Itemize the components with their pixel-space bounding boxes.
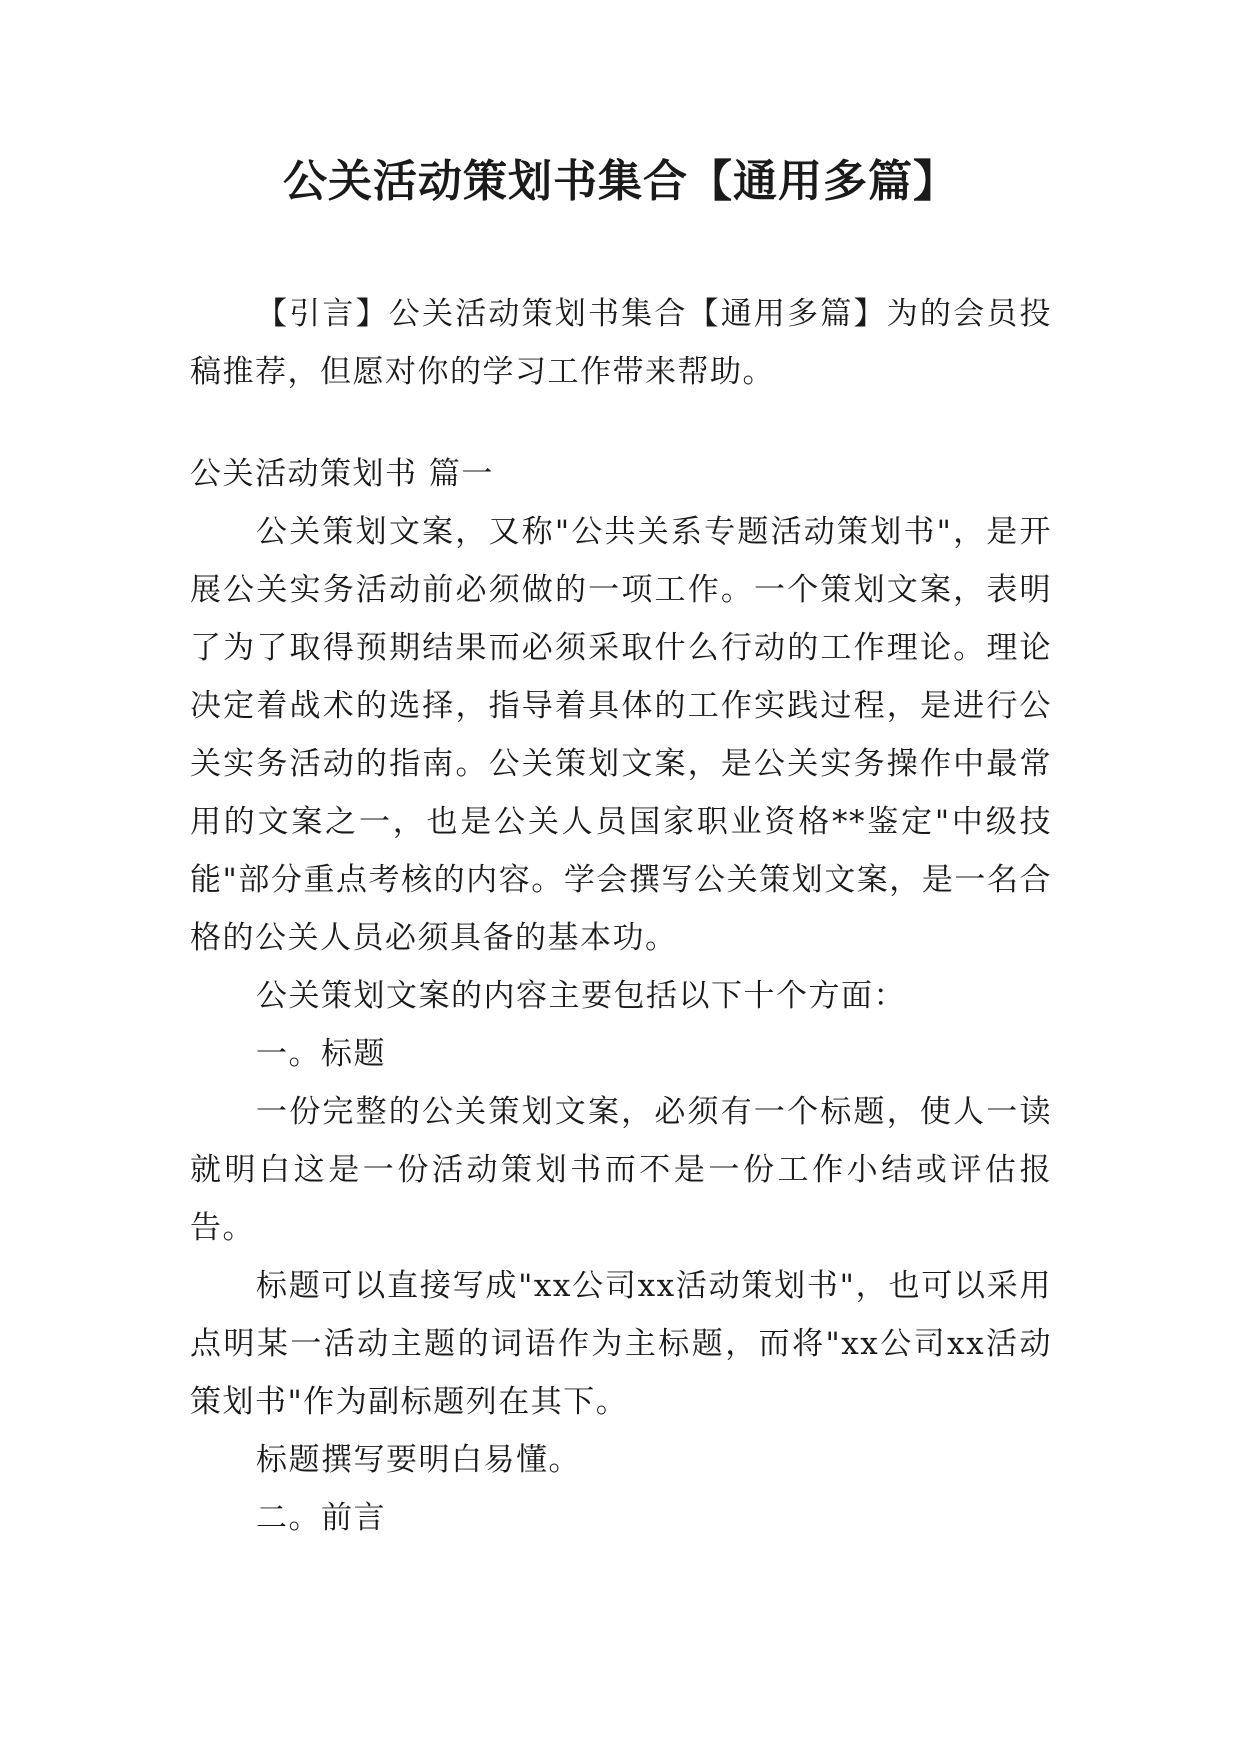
subheading: 一。标题	[256, 1036, 386, 1072]
body-paragraph: 标题撰写要明白易懂。	[256, 1442, 581, 1478]
body-paragraph: 公关策划文案的内容主要包括以下十个方面：	[256, 978, 906, 1014]
subheading: 二。前言	[256, 1500, 386, 1536]
body-paragraph: 标题可以直接写成"xx公司xx活动策划书"，也可以采用点明某一活动主题的词语作为主标题，而将"xx公司xx活动策划书"作为副标题列在其下。	[190, 1268, 1052, 1420]
document-body	[190, 285, 1052, 1547]
body-paragraph: 公关策划文案，又称"公共关系专题活动策划书"，是开展公关实务活动前必须做的一项工作。一个策划文案，表明了为了取得预期结果而必须采取什么行动的工作理论。理论决定着战术的选择，指导着具体的工作实践过程，是进行公关实务活动的指南。公关策划文案，是公关实务操作中最常用的文案之一，也是公关人员国家职业资格**鉴定"中级技能"部分重点考核的内容。学会撰写公关策划文案，是一名合格的公关人员必须具备的基本功。	[190, 514, 1052, 956]
document-title: 公关活动策划书集合【通用多篇】	[283, 156, 958, 207]
body-paragraph: 一份完整的公关策划文案，必须有一个标题，使人一读就明白这是一份活动策划书而不是一份工作小结或评估报告。	[190, 1094, 1052, 1246]
intro-paragraph: 【引言】公关活动策划书集合【通用多篇】为的会员投稿推荐，但愿对你的学习工作带来帮助。	[190, 296, 1052, 390]
section-heading: 公关活动策划书 篇一	[190, 456, 494, 492]
